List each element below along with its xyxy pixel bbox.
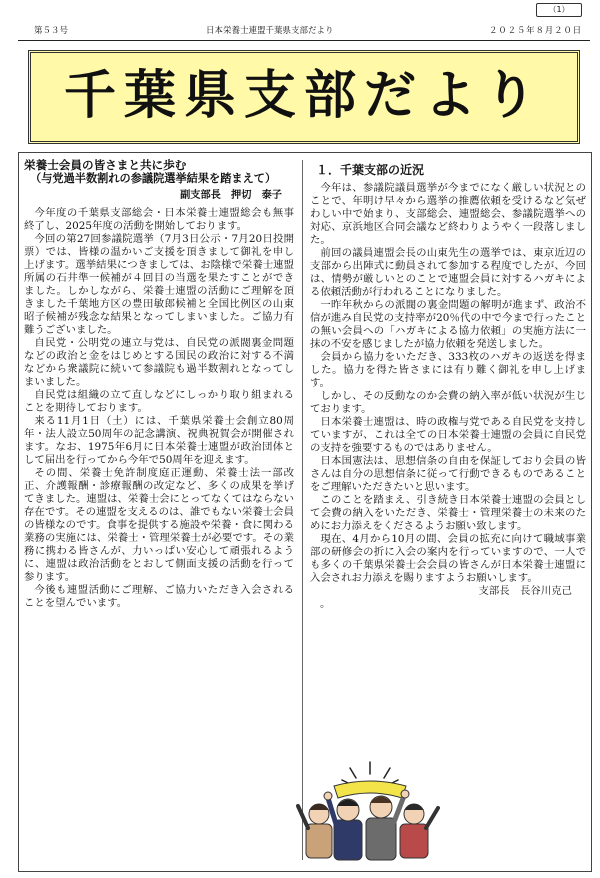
column-divider	[302, 160, 303, 860]
issue-number: 第５３号	[34, 26, 69, 36]
article-paragraph: 今回の第27回参議院選挙（7月3日公示・7月20日投開票）では、皆様の温かいご支援を頂きまして御礼を申し上げます。選挙結果につきましては、お陰様で栄養士連盟所属の石井準一候補が４回目の当選を果たすことができました。しかしながら、栄養士連盟の活動にご理解を頂きました千葉地方区の豊田敏郎候補と全国比例区の山東昭子候補が残念な結果となってしまいました。ご協力有難うございました。	[24, 233, 294, 336]
article-paragraph: 日本国憲法は、思想信条の自由を保証しており会員の皆さんは自分の思想信条に従って行動できるものであることをご理解いただきたいと思います。	[310, 455, 586, 493]
article-paragraph: 自民党・公明党の連立与党は、自民党の派閥裏金問題などの政治と金をはじめとする国民の政治に対する不満などから衆議院に続いて参議院も過半数割れとなってしまいました。	[24, 337, 294, 388]
article-paragraph: 来る11月1日（土）には、千葉県栄養士会創立80周年・法人設立50周年の記念講演、祝典祝賀会が開催されます。なお、1975年6月に日本栄養士連盟が政治団体として届出を行ってから今年で50周年を迎えます。	[24, 415, 294, 466]
publication-name: 日本栄養士連盟千葉県支部だより	[206, 26, 334, 36]
article-paragraph: 自民党は組織の立て直しなどにしっかり取り組まれることを期待しております。	[24, 389, 294, 414]
article-byline: 副支部長 押切 泰子	[180, 190, 282, 201]
article-paragraph: 今年は、参議院議員選挙が今までになく厳しい状況とのことで、年明け早々から選挙の推薦依頼を受けるなど気ぜわしい中で始まり、支部総会、連盟総会、参議院選挙への対応、京浜地区合同会議など終わりようやく一段落しました。	[310, 182, 586, 246]
banner-title: 千葉県支部だより	[63, 66, 544, 126]
article-paragraph: 会員から協力をいただき、333枚のハガキの返送を得ました。協力を得た皆さまには有り難く御礼を申し上げます。	[310, 351, 586, 389]
person-left	[298, 804, 332, 858]
page-number: （1）	[536, 3, 582, 17]
article-paragraph: しかし、その反動なのか会費の納入率が低い状況が生じております。	[310, 390, 586, 415]
article-paragraph: 今後も連盟活動にご理解、ご協力いただき入会されることを望んでいます。	[24, 584, 294, 609]
newsletter-header	[34, 24, 582, 38]
article-paragraph: このことを踏まえ、引き続き日本栄養士連盟の会員として会費の納入をいただき、栄養士・管理栄養士の未来のためにお力添えをくださるようお願い致します。	[310, 494, 586, 532]
article-paragraph: その間、栄養士免許制度庭正運動、栄養士法一部改正、介護報酬・診療報酬の改定など、多くの成果を挙げてきました。連盟は、栄養士会にとってなくてはならない存在です。その連盟を支えるのは、誰でもない栄養士会員の皆様なのです。食事を提供する施設や栄養・食に関わる業務の実施には、栄養士・管理栄養士が必要です。その業務に携わる皆さんが、力いっぱい安心して頑張れるように、連盟は政治活動をとおして側面支援の活動を行って参ります。	[24, 467, 294, 583]
section-heading: １．千葉支部の近況	[316, 163, 425, 177]
left-article	[24, 158, 294, 610]
article-paragraph: 日本栄養士連盟は、時の政権与党である自民党を支持していますが、これは全ての日本栄養士連盟の会員に自民党の支持を強要するものではありません。	[310, 416, 586, 454]
title-banner	[28, 50, 580, 144]
trailing-mark: 。	[320, 598, 331, 610]
article-paragraph: 前回の議員連盟会長の山東先生の選挙では、東京近辺の支部から出陣式に動員されて参加する程度でしたが、今回は、情勢が厳しいとのことで連盟会員に対するハガキによる依頼活動が行われることになりました。	[310, 247, 586, 298]
article-paragraph: 一昨年秋からの派閥の裏金問題の解明が進まず、政治不信が進み自民党の支持率が20％代の中で今まで行ったことの無い会員への「ハガキによる協力依頼」の実施方法に一抹の不安を感じましたが協力依頼を発送しました。	[310, 299, 586, 350]
article-paragraph: 今年度の千葉県支部総会・日本栄養士連盟総会も無事終了し、2025年度の活動を開始しております。	[24, 207, 294, 232]
cheering-people-illustration	[290, 758, 450, 866]
author-signature: 支部長 長谷川克己	[478, 585, 572, 597]
article-title: 栄養士会員の皆さまと共に歩む	[24, 158, 187, 172]
banner-ribbon	[334, 781, 406, 798]
article-subtitle: （与党過半数割れの参議院選挙結果を踏まえて）	[30, 172, 277, 185]
right-article	[310, 158, 586, 611]
article-paragraph: 現在、4月から10月の間、会員の拡充に向けて職域事業部の研修会の折に入会の案内を行っていますので、一人でも多くの千葉県栄養士会会員の皆さんが日本栄養士連盟に入会されお力添えを賜りますようお願いします。	[310, 533, 586, 584]
issue-date: ２０２５年８月２０日	[488, 26, 582, 36]
person-right	[400, 804, 438, 858]
header-divider	[18, 40, 590, 41]
